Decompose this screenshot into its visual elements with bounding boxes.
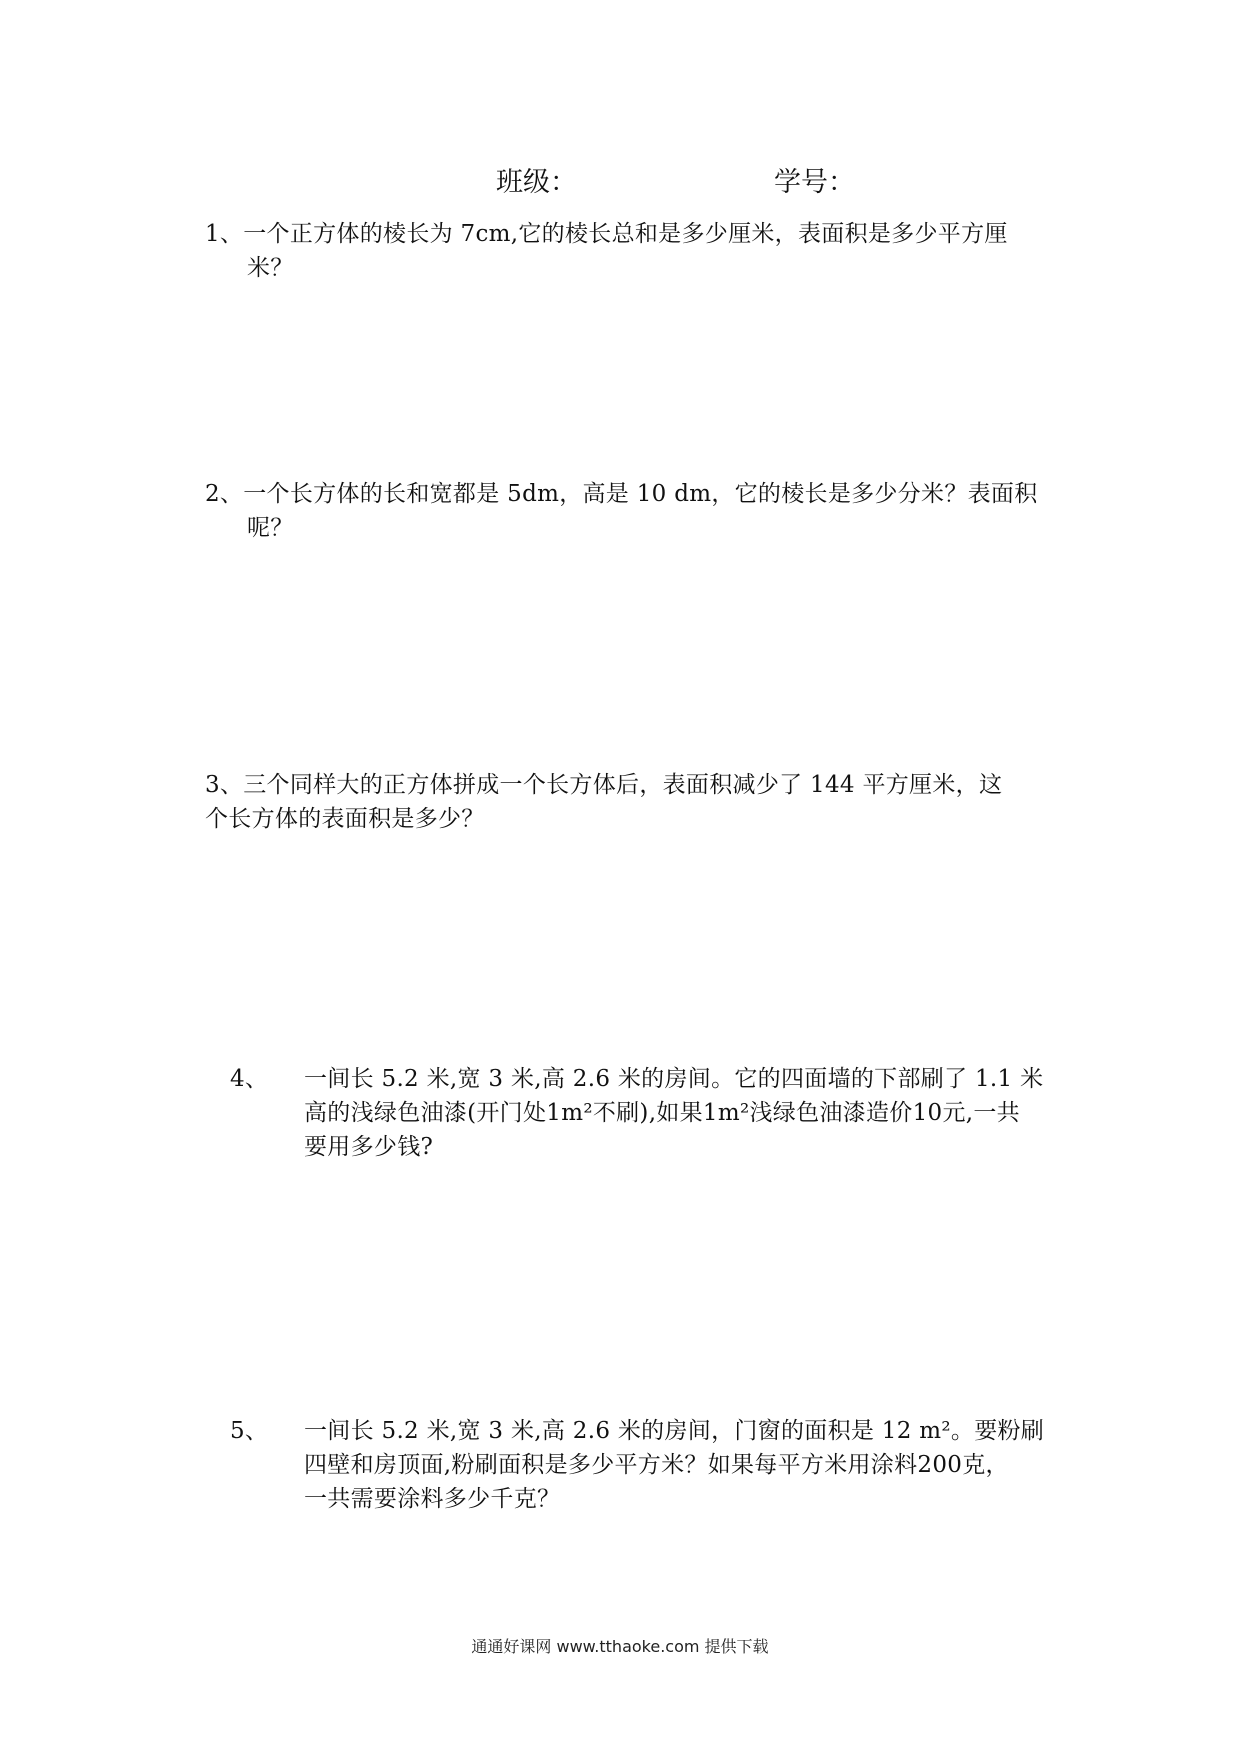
question-text-line: 一间长 5.2 米,宽 3 米,高 2.6 米的房间，门窗的面积是 12 m²。要粉刷 bbox=[304, 1418, 1045, 1444]
question-body bbox=[304, 1062, 1043, 1164]
question-number: 2、 bbox=[205, 481, 244, 507]
question-text-line: 三个同样大的正方体拼成一个长方体后，表面积减少了 144 平方厘米，这 bbox=[243, 772, 1003, 798]
question-text-line: 呢？ bbox=[247, 515, 294, 541]
question-text-line: 一间长 5.2 米,宽 3 米,高 2.6 米的房间。它的四面墙的下部刷了 1.1 米 bbox=[304, 1066, 1044, 1092]
question-number: 5、 bbox=[230, 1418, 269, 1444]
question-number: 4、 bbox=[230, 1066, 269, 1092]
question-1 bbox=[205, 217, 1008, 285]
question-number: 1、 bbox=[205, 221, 244, 247]
question-text-line: 高的浅绿色油漆(开门处1m²不刷),如果1m²浅绿色油漆造价10元,一共 bbox=[304, 1100, 1020, 1126]
class-label: 班级： bbox=[496, 167, 577, 198]
question-2 bbox=[205, 477, 1038, 545]
student-id-label: 学号： bbox=[774, 167, 855, 198]
question-text-line: 一个长方体的长和宽都是 5dm，高是 10 dm，它的棱长是多少分米？表面积 bbox=[243, 481, 1038, 507]
question-text-line: 个长方体的表面积是多少？ bbox=[205, 806, 485, 832]
question-text-line: 一共需要涂料多少千克？ bbox=[304, 1486, 561, 1512]
question-text-line: 要用多少钱? bbox=[304, 1134, 434, 1160]
question-number: 3、 bbox=[205, 772, 244, 798]
question-4 bbox=[230, 1062, 1050, 1172]
question-5 bbox=[230, 1414, 1050, 1524]
question-text-line: 米？ bbox=[247, 255, 294, 281]
question-body bbox=[304, 1414, 1044, 1516]
question-3 bbox=[205, 768, 1002, 836]
footer-source-text: 通通好课网 www.tthaoke.com 提供下载 bbox=[471, 1637, 769, 1656]
question-text-line: 一个正方体的棱长为 7cm,它的棱长总和是多少厘米，表面积是多少平方厘 bbox=[243, 221, 1008, 247]
worksheet-header bbox=[0, 160, 1240, 200]
question-text-line: 四壁和房顶面,粉刷面积是多少平方米？如果每平方米用涂料200克， bbox=[304, 1452, 1009, 1478]
